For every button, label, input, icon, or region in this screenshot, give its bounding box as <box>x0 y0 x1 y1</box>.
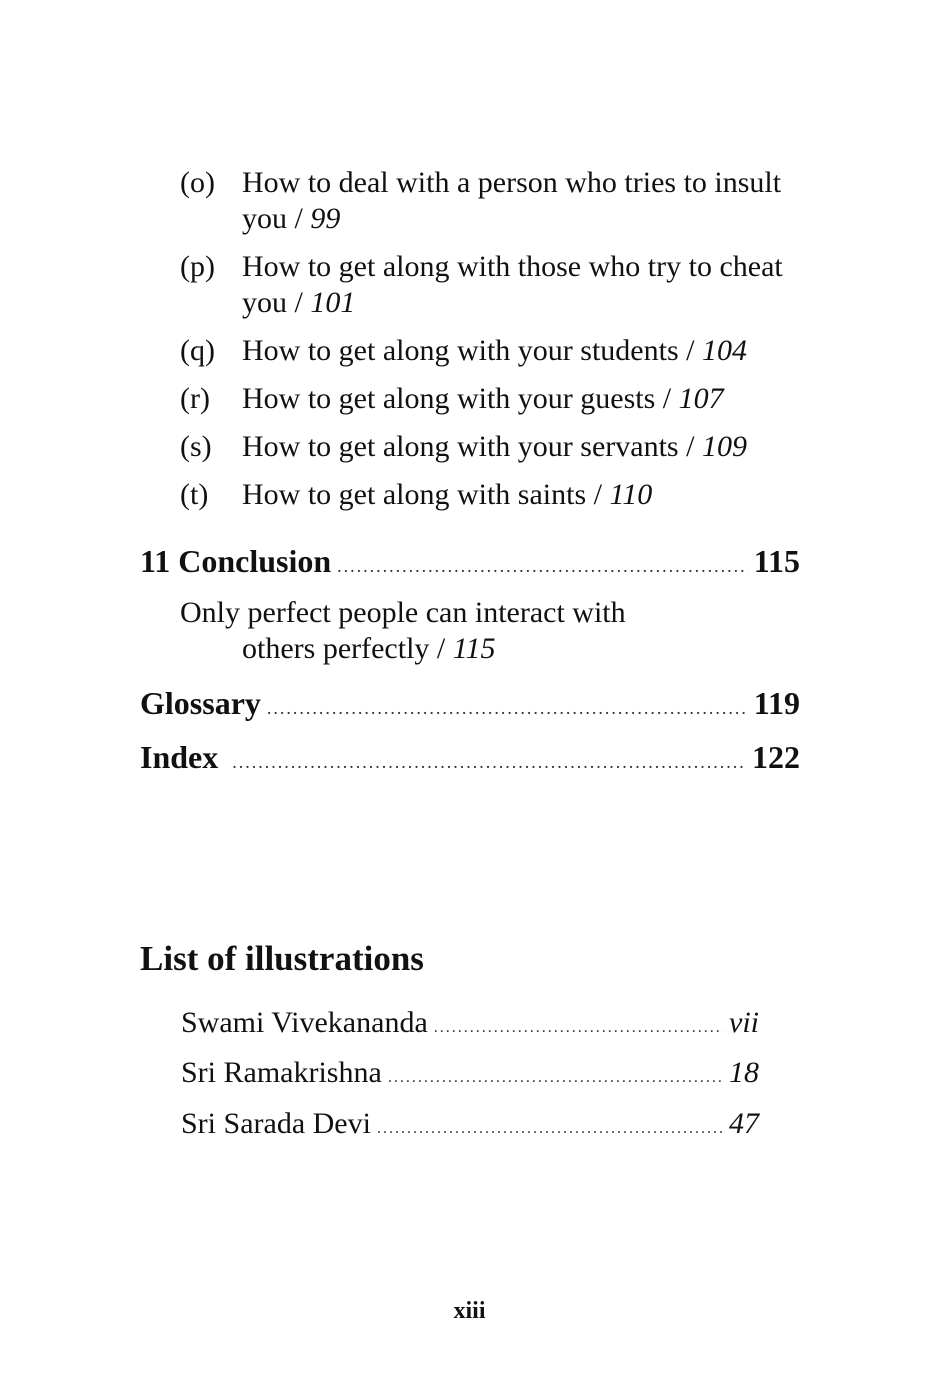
illustration-label: Sri Sarada Devi <box>181 1107 371 1140</box>
sub-entry-page: 109 <box>701 430 747 463</box>
dot-leader <box>232 743 746 781</box>
illustration-page: 47 <box>729 1107 759 1140</box>
toc-entry-conclusion <box>140 542 800 585</box>
sub-entry-page: 115 <box>452 632 496 665</box>
sub-entry-text: How to deal with a person who tries to insult you / 99 <box>242 166 782 235</box>
sub-entry-page: 101 <box>310 286 356 319</box>
toc-entry-label: Index <box>140 739 219 775</box>
illustration-entry <box>181 1055 759 1096</box>
sub-entry-page: 107 <box>678 382 724 415</box>
illustrations-heading: List of illustrations <box>140 939 424 978</box>
toc-entry-index <box>140 738 800 781</box>
sub-entry-text: How to get along with saints / 110 <box>242 478 653 511</box>
sub-entry-letter: (r) <box>180 382 210 415</box>
sub-entry-text: How to get along with those who try to cheat you / 101 <box>242 250 783 319</box>
dot-leader <box>377 1111 723 1147</box>
toc-entry-page: 115 <box>753 543 800 579</box>
illustration-page: 18 <box>729 1056 759 1089</box>
toc-entry-page: 122 <box>752 739 800 775</box>
dot-leader <box>337 547 748 585</box>
illustration-label: Swami Vivekananda <box>181 1006 428 1039</box>
sub-entry-page: 104 <box>701 334 747 367</box>
toc-entry-label: 11 Conclusion <box>140 543 332 579</box>
sub-entry-list <box>180 165 800 525</box>
illustration-entry <box>181 1005 759 1046</box>
illustration-page: vii <box>729 1006 759 1039</box>
sub-entry-text: How to get along with your students / 104 <box>242 334 747 367</box>
sub-entry-letter: (q) <box>180 334 215 367</box>
illustration-entry <box>181 1106 759 1147</box>
sub-entry <box>180 333 800 369</box>
sub-entry-page: 99 <box>310 202 341 235</box>
sub-entry-text: How to get along with your guests / 107 <box>242 382 724 415</box>
toc-entry-label: Glossary <box>140 685 261 721</box>
sub-entry-letter: (p) <box>180 250 215 283</box>
sub-entry-letter: (s) <box>180 430 212 463</box>
sub-entry-page: 110 <box>609 478 653 511</box>
sub-entry <box>180 165 800 237</box>
dot-leader <box>267 689 748 727</box>
sub-entry <box>180 477 800 513</box>
toc-entry-glossary <box>140 684 800 727</box>
sub-entry <box>180 249 800 321</box>
sub-entry <box>180 429 800 465</box>
sub-entry-text: How to get along with your servants / 109 <box>242 430 747 463</box>
sub-entry-letter: (t) <box>180 478 209 511</box>
conclusion-sub-entry: Only perfect people can interact with others perfectly / 115 <box>180 596 626 665</box>
sub-entry-letter: (o) <box>180 166 215 199</box>
toc-entry-page: 119 <box>753 685 800 721</box>
illustration-label: Sri Ramakrishna <box>181 1056 382 1089</box>
dot-leader <box>388 1060 723 1096</box>
sub-entry <box>180 381 800 417</box>
dot-leader <box>434 1010 723 1046</box>
page-number: xiii <box>453 1298 486 1324</box>
